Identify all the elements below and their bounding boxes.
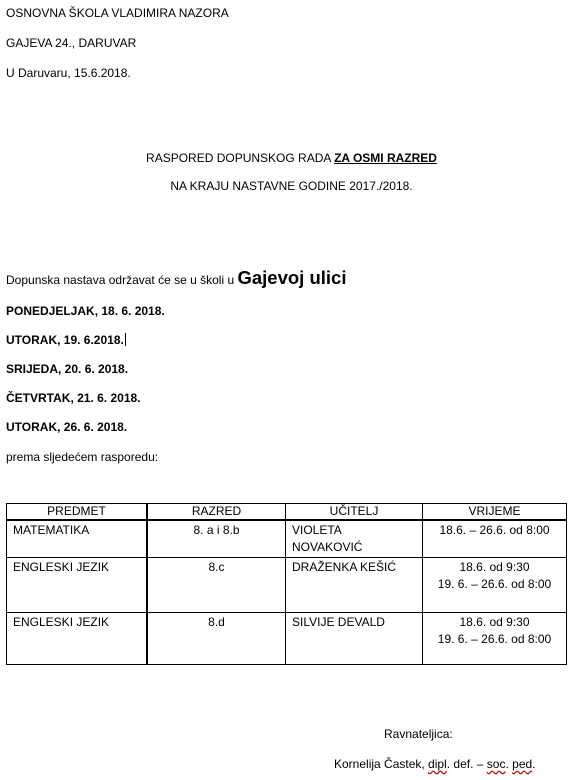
intro-location: Gajevoj ulici: [237, 267, 347, 288]
schedule-intro: prema sljedećem rasporedu:: [6, 450, 159, 464]
column-header-time: VRIJEME: [423, 504, 567, 521]
signature-name: [334, 757, 536, 771]
table-row: [7, 558, 567, 613]
spellcheck-word: soc: [486, 757, 506, 771]
spellcheck-word: dipl: [428, 757, 447, 771]
signature-name-part: .: [532, 757, 536, 771]
column-header-subject: PREDMET: [7, 504, 148, 521]
date-item: UTORAK, 26. 6. 2018.: [6, 420, 128, 434]
document-title-line2: NA KRAJU NASTAVNE GODINE 2017./2018.: [170, 179, 413, 193]
cell-teacher: DRAŽENKA KEŠIĆ: [286, 558, 423, 613]
school-name: OSNOVNA ŠKOLA VLADIMIRA NAZORA: [6, 6, 229, 20]
cell-class: 8. a i 8.b: [147, 520, 286, 558]
cell-time: [423, 520, 567, 558]
signature-name-part: .: [446, 757, 454, 771]
cell-time: [423, 613, 567, 665]
schedule-table: [6, 503, 567, 665]
date-item: ČETVRTAK, 21. 6. 2018.: [6, 391, 141, 405]
cell-class: 8.c: [147, 558, 286, 613]
time-line: 19. 6. – 26.6. od 8:00: [437, 577, 552, 591]
time-line: 19. 6. – 26.6. od 8:00: [437, 632, 552, 646]
cell-teacher: SILVIJE DEVALD: [286, 613, 423, 665]
table-row: [7, 520, 567, 558]
date-item: PONEDJELJAK, 18. 6. 2018.: [6, 304, 165, 318]
teacher-line: NOVAKOVIĆ: [292, 540, 363, 554]
column-header-teacher: UČITELJ: [286, 504, 423, 521]
cell-class: 8.d: [147, 613, 286, 665]
signature-name-part: Kornelija Častek,: [334, 757, 429, 771]
intro-sentence: [6, 267, 346, 289]
intro-text: Dopunska nastava održavat će se u školi u: [6, 273, 238, 287]
column-header-class: RAZRED: [147, 504, 286, 521]
document-title-line1: [0, 151, 583, 165]
title-prefix: RASPORED DOPUNSKOG RADA: [146, 151, 335, 165]
signature-name-part: def: [453, 757, 471, 771]
signature-name-part: . –: [470, 757, 487, 771]
time-line: 18.6. od 9:30: [459, 615, 530, 629]
date-item-with-cursor: [6, 333, 126, 347]
place-date: U Daruvaru, 15.6.2018.: [6, 66, 131, 80]
time-line: 18.6. – 26.6. od 8:00: [439, 523, 550, 537]
cell-subject: MATEMATIKA: [7, 520, 148, 558]
cell-teacher: [286, 520, 423, 558]
date-item: SRIJEDA, 20. 6. 2018.: [6, 362, 129, 376]
time-line: 18.6. od 9:30: [459, 560, 530, 574]
signature-role: Ravnateljica:: [384, 727, 453, 741]
cell-subject: ENGLESKI JEZIK: [7, 558, 148, 613]
cell-subject: ENGLESKI JEZIK: [7, 613, 148, 665]
table-row: [7, 613, 567, 665]
date-item: UTORAK, 19. 6.2018.: [6, 333, 124, 347]
table-header-row: [7, 504, 567, 521]
school-address: GAJEVA 24., DARUVAR: [6, 36, 137, 50]
title-emphasis: ZA OSMI RAZRED: [334, 151, 437, 165]
spellcheck-word: ped: [512, 757, 533, 771]
signature-name-part: .: [505, 757, 513, 771]
text-cursor: [125, 333, 126, 346]
cell-time: [423, 558, 567, 613]
teacher-line: VIOLETA: [292, 523, 342, 537]
